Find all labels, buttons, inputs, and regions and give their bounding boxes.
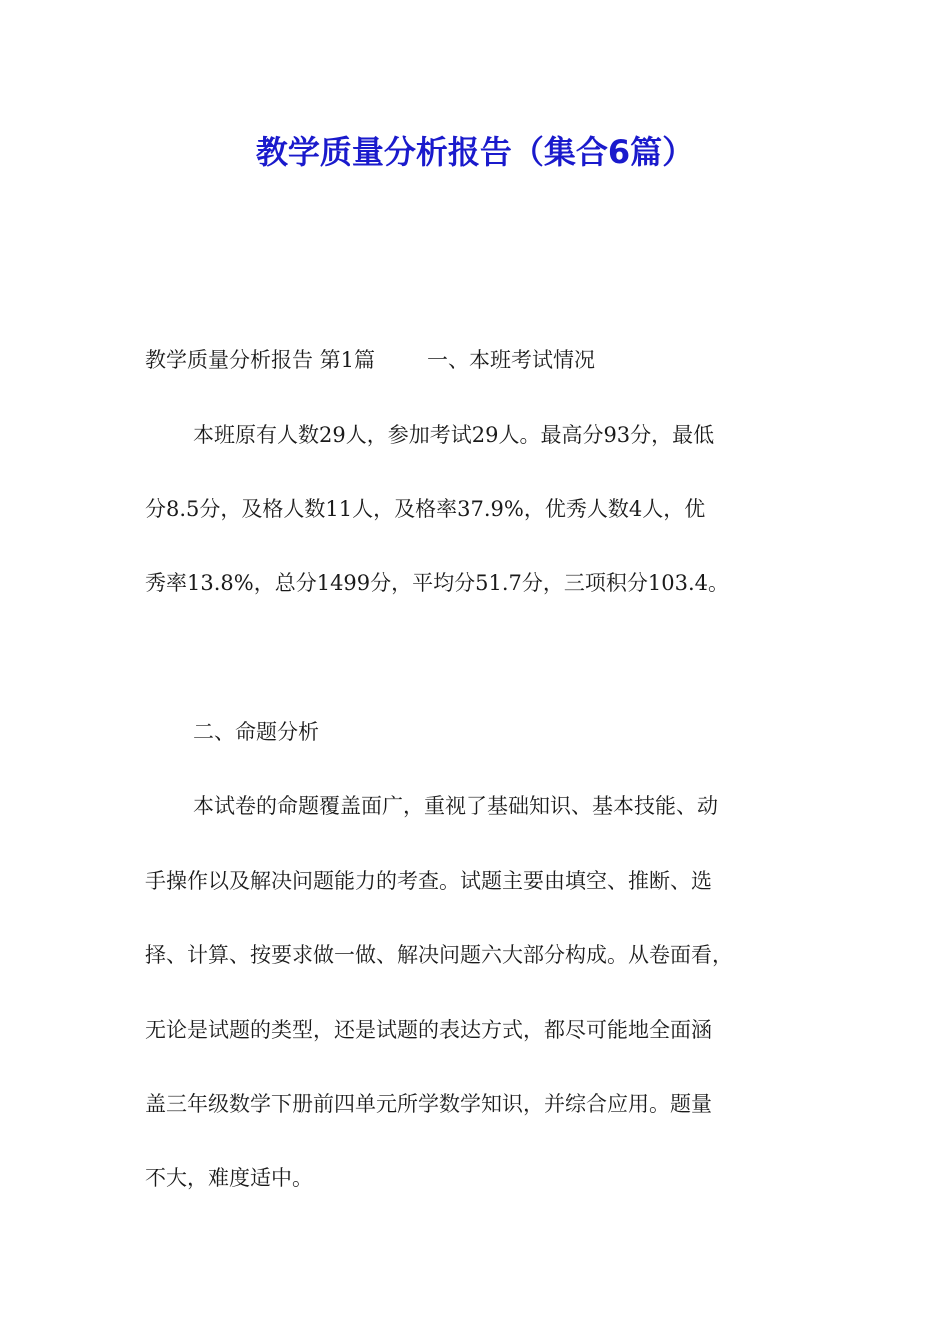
paragraph-line: 盖三年级数学下册前四单元所学数学知识，并综合应用。题量	[145, 1092, 712, 1116]
paragraph-line: 本试卷的命题覆盖面广，重视了基础知识、基本技能、动	[193, 794, 718, 818]
section1-heading: 一、本班考试情况	[427, 348, 596, 372]
part-heading-line	[145, 345, 825, 375]
paragraph-line: 不大，难度适中。	[145, 1166, 313, 1190]
paragraph-line: 秀率13.8%，总分1499分，平均分51.7分，三项积分103.4。	[145, 571, 730, 595]
part-heading: 教学质量分析报告 第1篇	[145, 348, 376, 372]
section2-heading: 二、命题分析	[193, 720, 319, 744]
paragraph-line: 择、计算、按要求做一做、解决问题六大部分构成。从卷面看，	[145, 943, 733, 967]
document-title: 教学质量分析报告（集合6篇）	[255, 133, 695, 171]
paragraph-line: 分8.5分，及格人数11人，及格率37.9%，优秀人数4人，优	[145, 497, 706, 521]
paragraph-line: 本班原有人数29人，参加考试29人。最高分93分，最低	[193, 423, 715, 447]
paragraph-line: 无论是试题的类型，还是试题的表达方式，都尽可能地全面涵	[145, 1018, 712, 1042]
paragraph-line: 手操作以及解决问题能力的考查。试题主要由填空、推断、选	[145, 869, 712, 893]
